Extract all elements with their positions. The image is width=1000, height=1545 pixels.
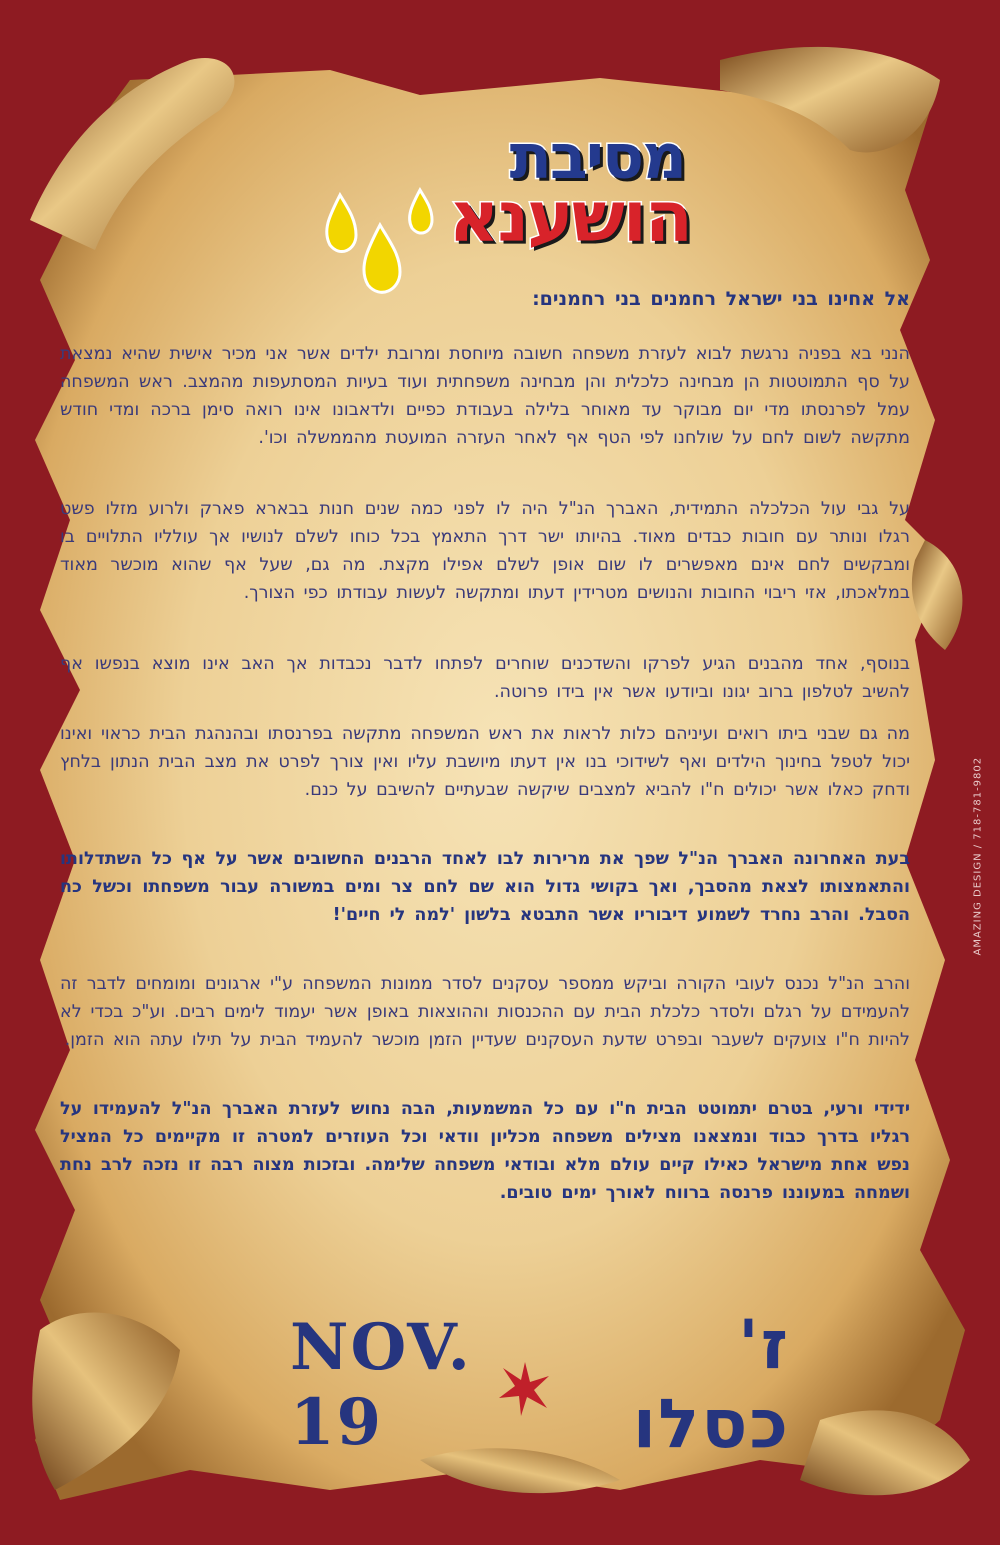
logo-title-bottom: הושענא <box>448 176 691 258</box>
bottom-right-curl <box>800 1410 970 1495</box>
paragraph-2: על גבי עול הכלכלה התמידית, האברך הנ"ל היה לו לפני כמה שנים חנות בבארא פארק ולרוע מזלו פשט רגלו ונותר עם חובות כבדים מאוד. בהיותו ישר דרך התאמץ בכל כוחו לשלם לנושיו אך עולליו התלויים בו ומבקשים לחם אינם מאפשרים לו שום אופן לשלם אפילו מקצת. מה גם, שעל אף שהוא מוכשר מאוד במלאכתו, אזי ריבוי החובות והנושים מטרידין דעתו ומתקשה לעשות עבודתו כפי הצורך. <box>60 499 910 603</box>
event-logo <box>305 120 695 300</box>
designer-credit: AMAZING DESIGN / 718-781-9802 <box>972 756 984 956</box>
paragraph-7: ידידי ורעי, בטרם יתמוטט הבית ח"ו עם כל המשמעות, הבה נחוש לעזרת האברך הנ"ל להעמידו על רגליו בדרך כבוד ונמצאנו מצילים משפחה מכליון וודאי וכל העוזרים למטרה זו מקיימים כל המציל נפש אחת מישראל כאילו קיים עולם מלא ובודאי משפחה שלימה. ובזכות מצוה רבה זו נזכה לרב נחת ושמחה במעוננו פרנסה ברווח לאורך ימים טובים. <box>60 1099 910 1203</box>
date-hebrew: ז' כסלו <box>632 1306 790 1464</box>
logo-title-top: מסיבת <box>509 120 685 193</box>
greeting: אל אחינו בני ישראל רחמנים בני רחמנים: <box>532 288 910 310</box>
paragraph-1: הנני בא בפניה נרגשת לבוא לעזרת משפחה חשובה מיוחסת ומרובת ילדים אשר אני מכיר אישית שהיא נמצאת על סף התמוטטות הן מבחינה כלכלית והן מבחינה משפחתית ועוד בעיות המסתעפות מהמצב. ראש המשפחה עמל לפרנסתו מדי יום מבוקר עד מאוחר בלילה בעבודת כפיים ולדאבונו אינו רואה סימן ברכה ומדי חודש מתקשה לשום לחם על שולחנו לפי הטף אף לאחר העזרה המועטת מהממשלה וכו'. <box>60 344 910 448</box>
event-date <box>290 1306 790 1464</box>
date-english: NOV. 19 <box>290 1310 472 1460</box>
paragraph-5: בעת האחרונה האברך הנ"ל שפך את מרירות לבו לאחד הרבנים החשובים אשר על אף כל השתדלותו והתאמצותו לצאת מהסבך, ואך בקושי גדול הוא שם לחם צר ומים במשורה עבור משפחתו וכשל כח הסבל. והרב נחרד לשמוע דיבוריו אשר התבטא בלשון 'למה לי חיים'! <box>60 849 910 925</box>
right-curl <box>912 540 963 650</box>
paragraph-6: והרב הנ"ל נכנס לעובי הקורה וביקש ממספר עסקנים לסדר ממונות המשפחה ע"י ארגונים ומומחים לדבר זה להעמידם על רגלם ולסדר כלכלת הבית עם ההכנסות וההוצאות באופן אשר יעמוד לימים רבים. וע"כ בכדי לא להיות ח"ו צועקים לשעבר ובפרט שדעת העסקנים שעדיין הזמן מוכשר להעמיד הבית על תילו עתה הוא הזמן. <box>60 974 910 1050</box>
paragraph-4: מה גם שבני ביתו רואים ועיניהם כלות לראות את ראש המשפחה מתקשה בפרנסתו ובהנהגת הבית כראוי ואינו יכול לטפל בחינוך הילדים ואף לשידוכי בנו אין דעתו מיושבת עליו ואין צורך לפרט את מצב הבית הנתון בלחץ ודחק כאלו אשר יכולים ח"ו להביא למצבים שיקשה שבעתיים להשיבם על כנם. <box>60 724 910 800</box>
paragraph-3: בנוסף, אחד מהבנים הגיע לפרקו והשדכנים שוחרים לפתחו לדבר נכבדות אך האב אינו מוצא בנפשו אף להשיב לטלפון ברוב יגונו וביודעו אשר אין בידו פרוטה. <box>60 654 910 702</box>
